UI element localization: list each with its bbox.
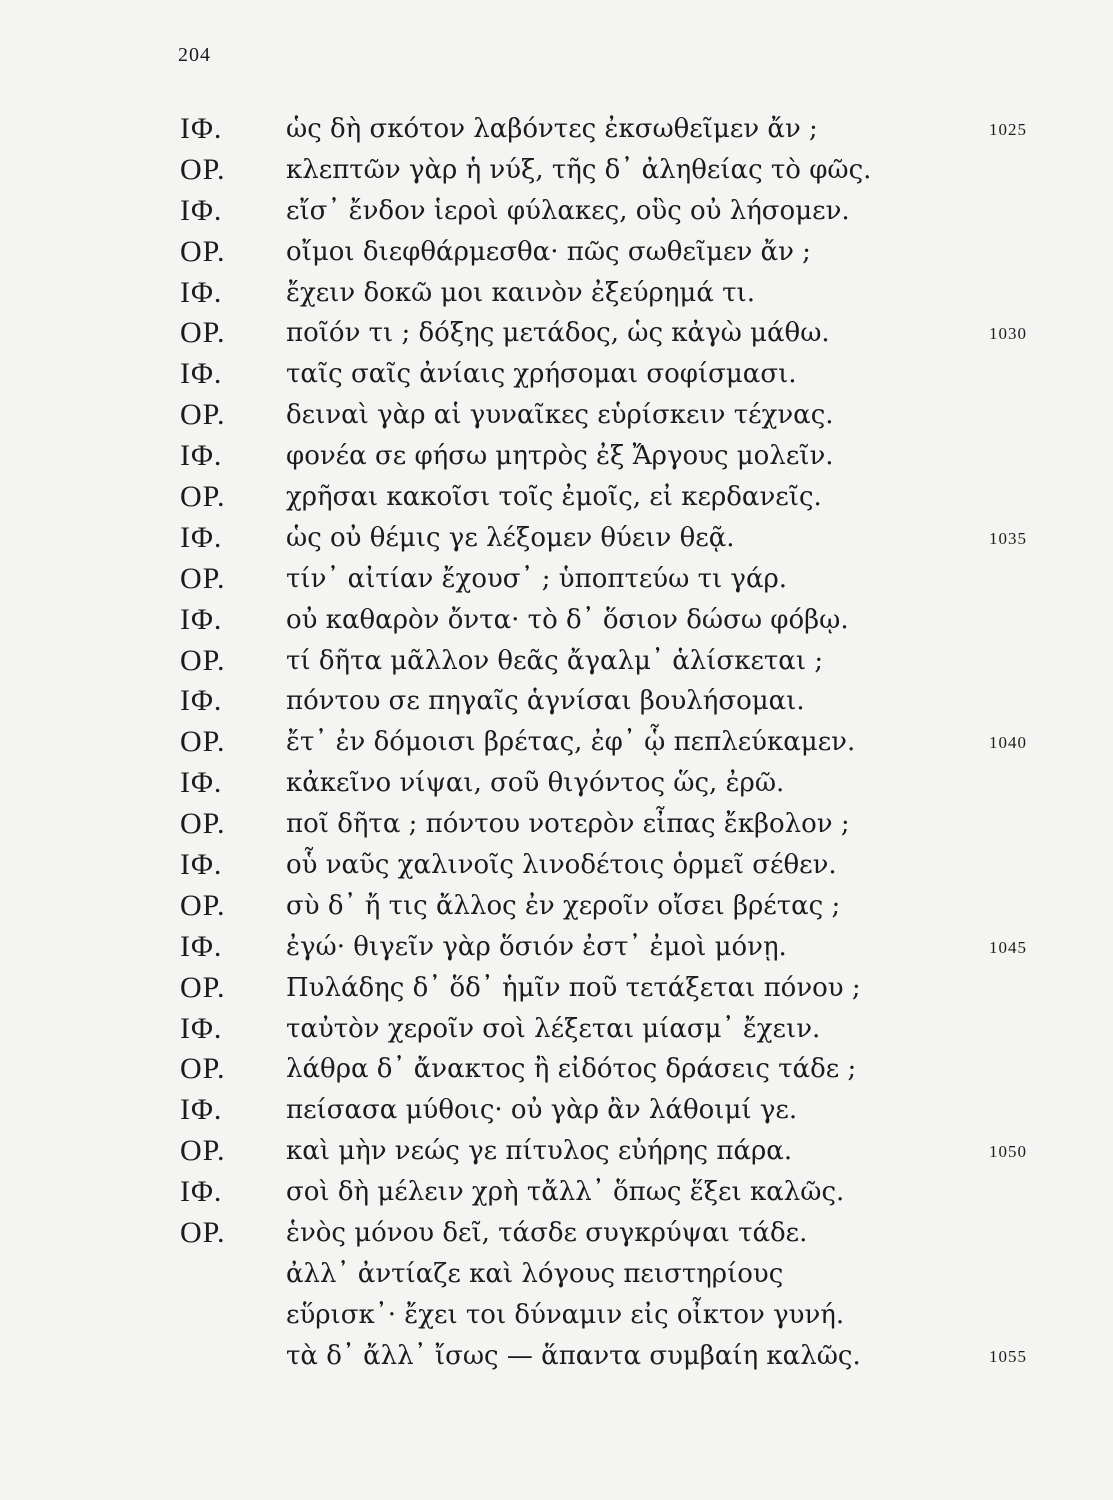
verse-text: ἑνὸς μόνου δεῖ, τάσδε συγκρύψαι τάδε. <box>286 1218 808 1249</box>
verse-text: τί δῆτα μᾶλλον θεᾶς ἄγαλμ᾽ ἁλίσκεται ; <box>286 645 824 676</box>
verse-text-block <box>0 108 1113 1376</box>
speaker-label: ΙΦ. <box>180 193 223 227</box>
verse-line <box>0 762 1113 803</box>
verse-line <box>0 1089 1113 1130</box>
verse-text: σοὶ δὴ μέλειν χρὴ τἄλλ᾽ ὅπως ἕξει καλῶς. <box>286 1177 845 1208</box>
verse-line <box>0 312 1113 353</box>
verse-line <box>0 272 1113 313</box>
verse-line <box>0 926 1113 967</box>
verse-text: ἔτ᾽ ἐν δόμοισι βρέτας, ἐφ᾽ ᾧ πεπλεύκαμεν. <box>286 727 856 758</box>
verse-line <box>0 231 1113 272</box>
speaker-label: ΟΡ. <box>180 316 226 350</box>
speaker-label: ΟΡ. <box>180 1216 226 1250</box>
speaker-label: ΟΡ. <box>180 970 226 1004</box>
verse-text: οὗ ναῦς χαλινοῖς λινοδέτοις ὁρμεῖ σέθεν. <box>286 850 837 881</box>
verse-line <box>0 558 1113 599</box>
speaker-label: ΙΦ. <box>180 520 223 554</box>
speaker-label: ΙΦ. <box>180 766 223 800</box>
verse-text: καὶ μὴν νεώς γε πίτυλος εὐήρης πάρα. <box>286 1136 793 1167</box>
verse-text: χρῆσαι κακοῖσι τοῖς ἐμοῖς, εἰ κερδανεῖς. <box>286 482 822 513</box>
verse-text: εὕρισκ᾽· ἔχει τοι δύναμιν εἰς οἶκτον γυνή. <box>286 1299 845 1330</box>
verse-line <box>0 967 1113 1008</box>
verse-line <box>0 1130 1113 1171</box>
verse-text: πόντου σε πηγαῖς ἁγνίσαι βουλήσομαι. <box>286 686 805 717</box>
speaker-label: ΟΡ. <box>180 1052 226 1086</box>
speaker-label: ΙΦ. <box>180 357 223 391</box>
speaker-label: ΟΡ. <box>180 398 226 432</box>
speaker-label: ΟΡ. <box>180 561 226 595</box>
verse-line <box>0 517 1113 558</box>
line-number: 1040 <box>989 733 1027 753</box>
speaker-label: ΟΡ. <box>180 480 226 514</box>
verse-line <box>0 721 1113 762</box>
verse-text: ἀλλ᾽ ἀντίαζε καὶ λόγους πειστηρίους <box>286 1258 784 1289</box>
verse-line <box>0 1253 1113 1294</box>
verse-line <box>0 803 1113 844</box>
line-number: 1055 <box>989 1346 1027 1366</box>
verse-text: ἐγώ· θιγεῖν γὰρ ὅσιόν ἐστ᾽ ἐμοὶ μόνῃ. <box>286 931 787 962</box>
verse-line <box>0 353 1113 394</box>
speaker-label: ΟΡ. <box>180 152 226 186</box>
verse-line <box>0 108 1113 149</box>
verse-line <box>0 640 1113 681</box>
speaker-label: ΙΦ. <box>180 848 223 882</box>
verse-line <box>0 149 1113 190</box>
speaker-label: ΟΡ. <box>180 807 226 841</box>
line-number: 1050 <box>989 1142 1027 1162</box>
line-number: 1025 <box>989 120 1027 139</box>
verse-text: σὺ δ᾽ ἤ τις ἄλλος ἐν χεροῖν οἴσει βρέτας ; <box>286 890 841 921</box>
speaker-label: ΟΡ. <box>180 888 226 922</box>
verse-text: ποῖ δῆτα ; πόντου νοτερὸν εἶπας ἔκβολον ; <box>286 809 850 840</box>
verse-line <box>0 476 1113 517</box>
verse-text: ταὐτὸν χεροῖν σοὶ λέξεται μίασμ᾽ ἔχειν. <box>286 1013 821 1044</box>
speaker-label: ΙΦ. <box>180 1011 223 1045</box>
verse-text: κλεπτῶν γὰρ ἡ νύξ, τῆς δ᾽ ἀληθείας τὸ φῶς. <box>286 154 872 185</box>
verse-text: ὡς δὴ σκότον λαβόντες ἐκσωθεῖμεν ἄν ; <box>286 114 818 144</box>
line-number: 1035 <box>989 528 1027 548</box>
verse-text: φονέα σε φήσω μητρὸς ἐξ Ἄργους μολεῖν. <box>286 441 834 472</box>
verse-line <box>0 435 1113 476</box>
verse-text: πείσασα μύθοις· οὐ γὰρ ἂν λάθοιμί γε. <box>286 1095 798 1126</box>
line-number: 1045 <box>989 937 1027 957</box>
speaker-label: ΙΦ. <box>180 929 223 963</box>
verse-text: κἀκεῖνο νίψαι, σοῦ θιγόντος ὥς, ἐρῶ. <box>286 768 785 799</box>
verse-text: τὰ δ᾽ ἄλλ᾽ ἴσως — ἅπαντα συμβαίη καλῶς. <box>286 1340 861 1371</box>
verse-text: ὡς οὐ θέμις γε λέξομεν θύειν θεᾷ. <box>286 522 735 553</box>
verse-text: ταῖς σαῖς ἀνίαις χρήσομαι σοφίσμασι. <box>286 359 797 390</box>
speaker-label: ΙΦ. <box>180 112 223 145</box>
verse-line <box>0 680 1113 721</box>
verse-text: εἴσ᾽ ἔνδον ἱεροὶ φύλακες, οὓς οὐ λήσομεν. <box>286 195 850 226</box>
speaker-label: ΙΦ. <box>180 602 223 636</box>
verse-line <box>0 1008 1113 1049</box>
page-number: 204 <box>178 44 211 66</box>
verse-text: Πυλάδης δ᾽ ὅδ᾽ ἡμῖν ποῦ τετάξεται πόνου ; <box>286 972 861 1003</box>
speaker-label: ΟΡ. <box>180 643 226 677</box>
verse-line <box>0 1335 1113 1376</box>
verse-line <box>0 1048 1113 1089</box>
verse-line <box>0 190 1113 231</box>
verse-line <box>0 844 1113 885</box>
speaker-label: ΙΦ. <box>180 275 223 309</box>
speaker-label: ΙΦ. <box>180 439 223 473</box>
verse-text: οὐ καθαρὸν ὄντα· τὸ δ᾽ ὅσιον δώσω φόβῳ. <box>286 604 849 635</box>
verse-line <box>0 599 1113 640</box>
speaker-label: ΟΡ. <box>180 725 226 759</box>
verse-line <box>0 1294 1113 1335</box>
verse-text: οἴμοι διεφθάρμεσθα· πῶς σωθεῖμεν ἄν ; <box>286 236 811 267</box>
verse-text: λάθρα δ᾽ ἄνακτος ἢ εἰδότος δράσεις τάδε ; <box>286 1054 857 1085</box>
verse-line <box>0 1171 1113 1212</box>
verse-text: ποῖόν τι ; δόξης μετάδος, ὡς κἀγὼ μάθω. <box>286 318 830 349</box>
verse-line <box>0 1212 1113 1253</box>
line-number: 1030 <box>989 324 1027 344</box>
verse-text: τίν᾽ αἰτίαν ἔχουσ᾽ ; ὑποπτεύω τι γάρ. <box>286 563 788 594</box>
verse-line <box>0 394 1113 435</box>
speaker-label: ΟΡ. <box>180 234 226 268</box>
verse-text: δειναὶ γὰρ αἱ γυναῖκες εὑρίσκειν τέχνας. <box>286 400 834 431</box>
verse-text: ἔχειν δοκῶ μοι καινὸν ἐξεύρημά τι. <box>286 277 755 308</box>
speaker-label: ΙΦ. <box>180 1175 223 1209</box>
speaker-label: ΙΦ. <box>180 684 223 718</box>
speaker-label: ΙΦ. <box>180 1093 223 1127</box>
verse-line <box>0 885 1113 926</box>
speaker-label: ΟΡ. <box>180 1134 226 1168</box>
